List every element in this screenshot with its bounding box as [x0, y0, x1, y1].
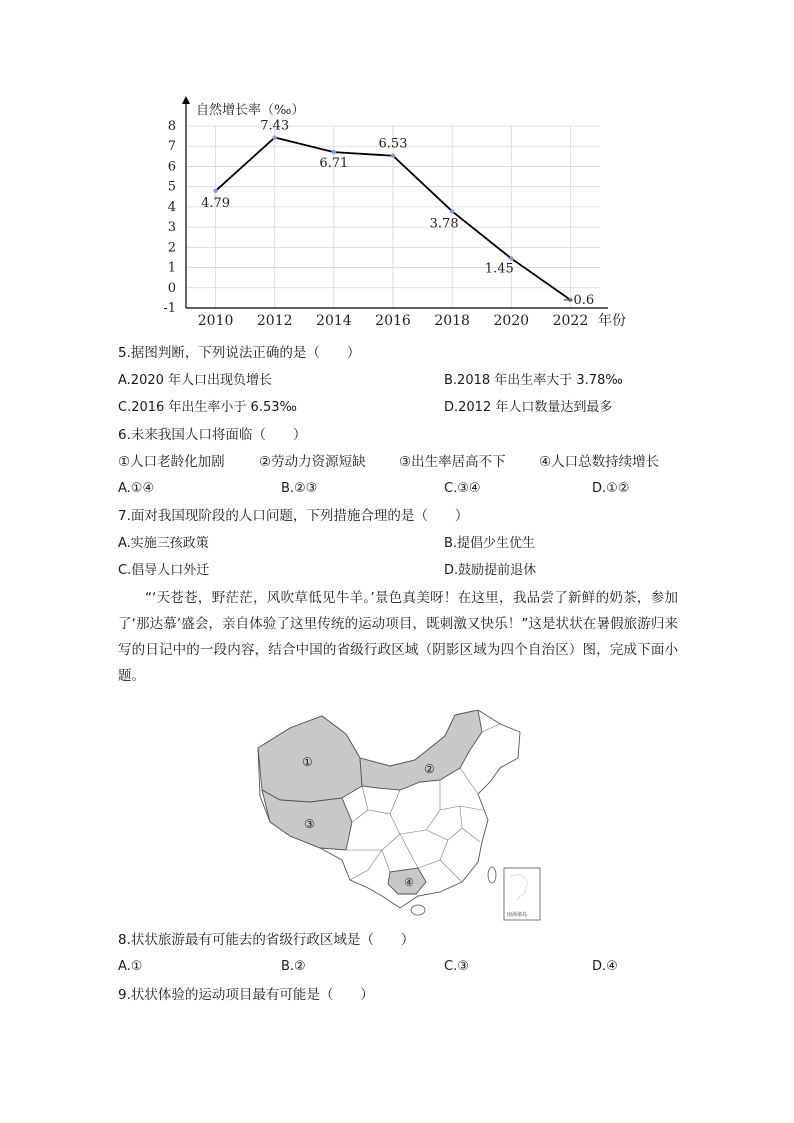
q6-item-3: ③出生率居高不下 [399, 454, 506, 470]
q6-option-b[interactable]: B.②③ [281, 481, 318, 496]
chart-axes [182, 96, 608, 308]
y-axis-arrow [182, 96, 190, 104]
y-tick-label: 1 [167, 260, 176, 276]
q5-option-c[interactable]: C.2016 年出生率小于 6.53‰ [118, 400, 297, 415]
region-label-3: ③ [304, 817, 315, 831]
inset-caption: 南海诸岛 [507, 912, 528, 918]
data-label: 1.45 [484, 261, 514, 277]
data-point [332, 150, 336, 154]
taiwan-island [488, 867, 496, 883]
q6-option-c[interactable]: C.③④ [444, 481, 481, 496]
data-label: 7.43 [260, 118, 290, 134]
data-point [391, 154, 395, 158]
q7-option-d[interactable]: D.鼓励提前退休 [444, 563, 537, 578]
q6-item-2: ②劳动力资源短缺 [259, 454, 366, 470]
y-tick-label: 8 [167, 119, 176, 134]
q7-option-c[interactable]: C.倡导人口外迁 [118, 563, 210, 578]
y-axis-label: 自然增长率（‰） [196, 103, 305, 118]
q6-item-4: ④人口总数持续增长 [539, 454, 660, 470]
q8-option-c[interactable]: C.③ [444, 959, 469, 974]
region-label-1: ① [302, 755, 313, 769]
data-labels [201, 119, 594, 308]
x-tick-label: 2020 [493, 313, 530, 329]
y-tick-label: 0 [167, 280, 176, 296]
x-tick-label: 2018 [434, 313, 470, 329]
x-tick-label: 2022 [552, 313, 589, 329]
data-point [213, 189, 217, 193]
x-tick-label: 2010 [197, 313, 234, 329]
q9-stem: 9.状状体验的运动项目最有可能是（ ） [118, 987, 374, 1003]
x-tick-label: 2016 [375, 313, 411, 329]
q7-option-a[interactable]: A.实施三孩政策 [118, 536, 209, 551]
x-tick-label: 2012 [256, 313, 293, 329]
q6-option-a[interactable]: A.①④ [118, 481, 155, 496]
y-tick-label: -1 [163, 301, 176, 316]
hainan-island [411, 905, 425, 915]
y-tick-label: 4 [167, 199, 176, 215]
data-label: 4.79 [201, 195, 231, 211]
q5-option-d[interactable]: D.2012 年人口数量达到最多 [444, 400, 613, 415]
data-label: −0.6 [562, 292, 595, 308]
data-label: 6.53 [378, 136, 408, 152]
x-axis-label: 年份 [598, 313, 626, 329]
q8-option-d[interactable]: D.④ [592, 959, 618, 974]
q7-option-b[interactable]: B.提倡少生优生 [444, 536, 536, 551]
q8-option-b[interactable]: B.② [281, 959, 306, 974]
data-label: 6.71 [319, 156, 349, 172]
data-point [450, 209, 454, 213]
y-tick-label: 2 [167, 240, 176, 256]
y-tick-label: 3 [167, 220, 176, 236]
region-label-2: ② [424, 762, 435, 776]
data-point [273, 135, 277, 139]
q8-option-a[interactable]: A.① [118, 959, 143, 974]
reading-passage: “‘天苍苍，野茫茫，风吹草低见牛羊。’景色真美呀！在这里，我品尝了新鲜的奶茶，参加了‘那达慕’盛会，亲自体验了这里传统的运动项目，既刺激又快乐！”这是状状在暑假旅游归来写的日记中的一段内容，结合中国的省级行政区域（阴影区域为四个自治区）图，完成下面小题。 [118, 590, 678, 684]
population-growth-chart [158, 92, 638, 332]
q5-option-b[interactable]: B.2018 年出生率大于 3.78‰ [444, 373, 623, 388]
x-tick-label: 2014 [316, 313, 352, 329]
y-tick-labels [163, 119, 176, 316]
x-tick-labels [198, 313, 588, 329]
chart-gridlines [186, 126, 600, 308]
region-label-4: ④ [404, 876, 414, 889]
q6-stem: 6.未来我国人口将面临（ ） [118, 427, 307, 443]
q6-option-d[interactable]: D.①② [592, 481, 630, 496]
data-label: 3.78 [429, 216, 459, 232]
q5-stem: 5.据图判断，下列说法正确的是（ ） [118, 345, 361, 361]
y-tick-label: 7 [167, 139, 176, 155]
q8-stem: 8.状状旅游最有可能去的省级行政区域是（ ） [118, 932, 415, 948]
china-provinces-map [250, 710, 550, 925]
data-point [509, 256, 513, 260]
q5-option-a[interactable]: A.2020 年人口出现负增长 [118, 373, 273, 388]
q7-stem: 7.面对我国现阶段的人口问题，下列措施合理的是（ ） [118, 508, 469, 524]
y-tick-label: 5 [167, 179, 176, 195]
south-china-sea-inset [504, 868, 540, 920]
y-tick-label: 6 [167, 159, 176, 175]
q6-item-1: ①人口老龄化加剧 [118, 454, 225, 470]
